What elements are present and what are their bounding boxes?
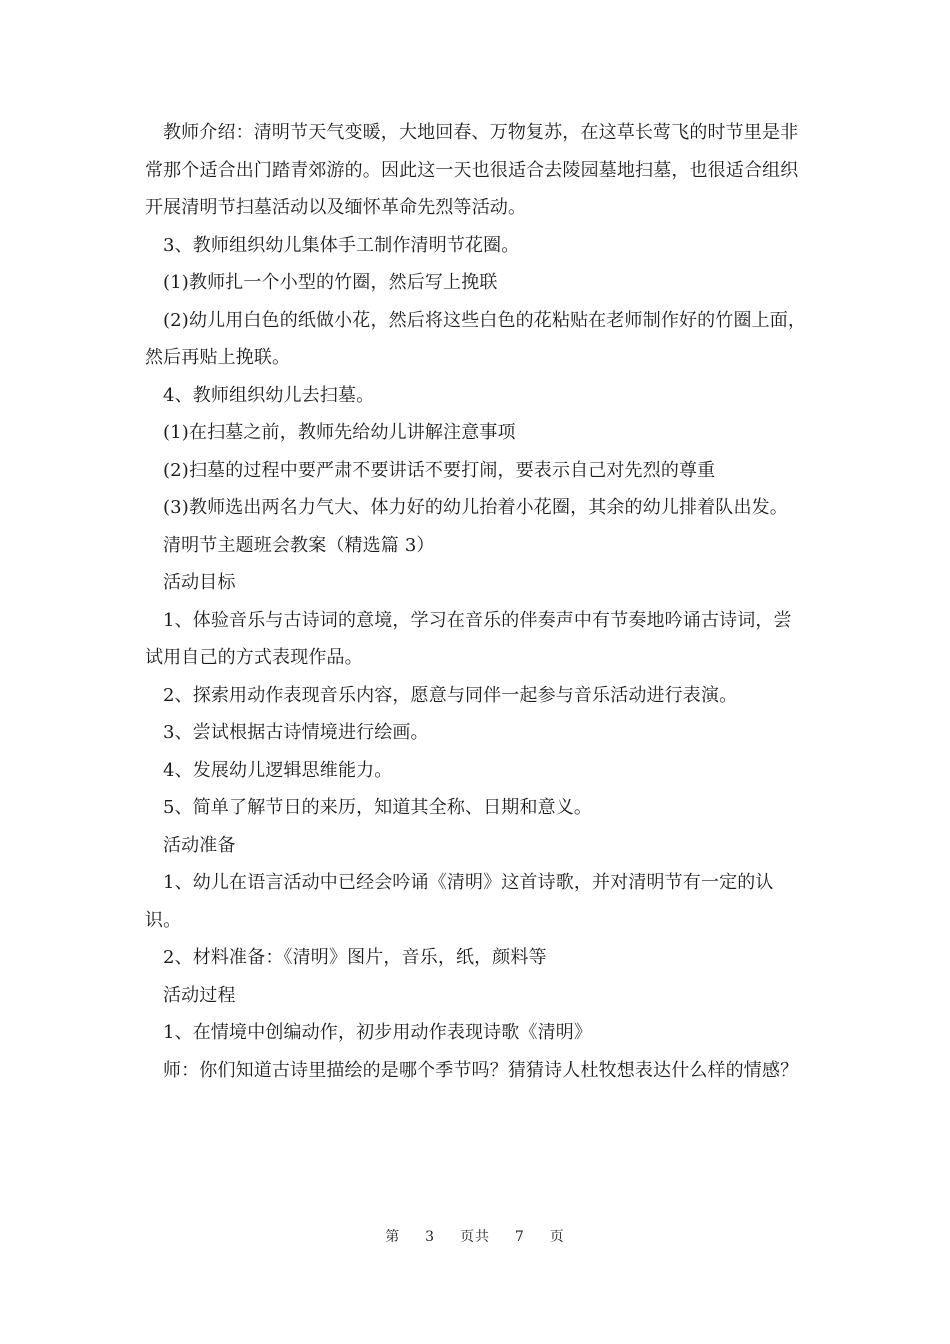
section-title: 清明节主题班会教案（精选篇 3） — [163, 534, 435, 556]
goal-item-3: 3、尝试根据古诗情境进行绘画。 — [163, 722, 429, 743]
goal-item-1: 1、体验音乐与古诗词的意境，学习在音乐的伴奏声中有节奏地吟诵古诗词，尝试用自己的方式表现作品。 — [145, 609, 792, 668]
document-body — [145, 114, 807, 1089]
goal-item-2: 2、探索用动作表现音乐内容，愿意与同伴一起参与音乐活动进行表演。 — [163, 684, 738, 706]
footer-page-number: 3 — [425, 1229, 436, 1245]
paragraph-step-3-1: (1)教师扎一个小型的竹圈，然后写上挽联 — [163, 272, 498, 293]
footer-suffix: 页 — [549, 1229, 565, 1245]
page-footer — [0, 1226, 950, 1246]
heading-activity-goals: 活动目标 — [163, 572, 236, 593]
prep-item-2: 2、材料准备：《清明》图片，音乐，纸，颜料等 — [163, 947, 547, 968]
footer-prefix: 第 — [385, 1229, 401, 1245]
footer-total-pages: 7 — [514, 1229, 525, 1245]
paragraph-step-3: 3、教师组织幼儿集体手工制作清明节花圈。 — [163, 234, 520, 256]
paragraph-step-4-2: (2)扫墓的过程中要严肃不要讲话不要打闹，要表示自己对先烈的尊重 — [163, 459, 716, 481]
paragraph-step-4: 4、教师组织幼儿去扫墓。 — [163, 384, 375, 406]
goal-item-4: 4、发展幼儿逻辑思维能力。 — [163, 759, 393, 781]
prep-item-1: 1、幼儿在语言活动中已经会吟诵《清明》这首诗歌，并对清明节有一定的认识。 — [145, 872, 774, 931]
process-item-1: 1、在情境中创编动作，初步用动作表现诗歌《清明》 — [163, 1022, 593, 1043]
paragraph-step-4-3: (3)教师选出两名力气大、体力好的幼儿抬着小花圈，其余的幼儿排着队出发。 — [163, 497, 788, 518]
process-teacher-question: 师：你们知道古诗里描绘的是哪个季节吗？猜猜诗人杜牧想表达什么样的情感？ — [163, 1059, 799, 1081]
paragraph-step-3-2: (2)幼儿用白色的纸做小花，然后将这些白色的花粘贴在老师制作好的竹圈上面，然后再贴上挽联。 — [145, 309, 807, 368]
goal-item-5: 5、简单了解节日的来历，知道其全称、日期和意义。 — [163, 797, 593, 818]
heading-activity-preparation: 活动准备 — [163, 834, 236, 856]
heading-activity-process: 活动过程 — [163, 984, 236, 1006]
paragraph-teacher-intro: 教师介绍：清明节天气变暖，大地回春、万物复苏，在这草长莺飞的时节里是非常那个适合出门踏青郊游的。因此这一天也很适合去陵园墓地扫墓，也很适合组织开展清明节扫墓活动以及缅怀革命先烈等活动。 — [145, 122, 799, 218]
paragraph-step-4-1: (1)在扫墓之前，教师先给幼儿讲解注意事项 — [163, 422, 516, 443]
footer-middle: 页共 — [460, 1229, 490, 1245]
